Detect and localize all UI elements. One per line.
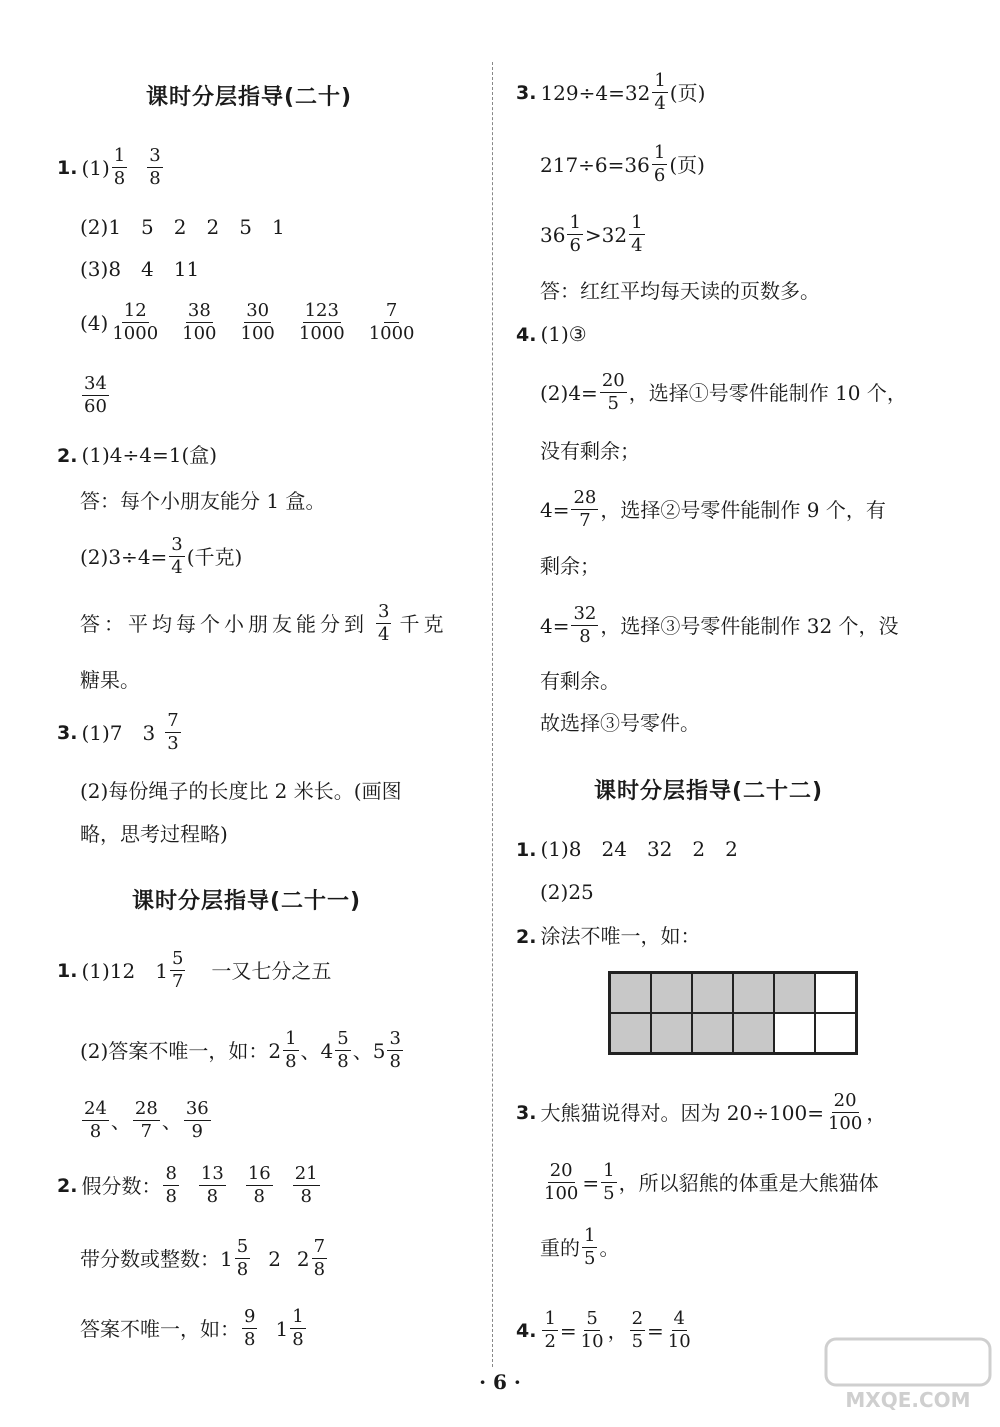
page-number: · 6 · (479, 1370, 521, 1394)
l22-q1-part2: (2)25 (540, 880, 594, 904)
equals: = (647, 1318, 664, 1343)
integer: 2 (268, 1246, 281, 1271)
fraction: $\frac{3}{4}$ (378, 601, 390, 645)
label: 答案不唯一，如： (80, 1316, 240, 1341)
l22-q4-line1 (516, 1310, 695, 1351)
l20-q2-answer2 (80, 603, 447, 644)
r-q4-part2-cont: 没有剩余； (540, 439, 640, 463)
fraction: $\frac{5}{7}$ (171, 948, 184, 992)
l20-q1-part4 (80, 302, 419, 343)
l22-q3-line3 (540, 1227, 619, 1268)
label: 带分数或整数： (80, 1246, 220, 1271)
l20-q2-answer1: 答：每个小朋友能分 1 盒。 (80, 489, 326, 513)
fraction: $\frac{1}{8}$ (292, 1306, 304, 1350)
grid-cell-empty (815, 1013, 856, 1053)
fraction: $\frac{1}{8}$ (285, 1028, 297, 1072)
separator: 、 (300, 1038, 321, 1063)
expression: (2)4= (540, 380, 598, 405)
l22-q3-line2 (540, 1157, 879, 1203)
l22-q2-line1 (516, 924, 700, 949)
lesson-21-title: 课时分层指导(二十一) (132, 889, 362, 914)
explanation: ，选择②号零件能制作 9 个，有 (600, 497, 886, 522)
fraction: $\frac{32}{8}$ (573, 603, 597, 647)
fraction: $\frac{28}{7}$ (134, 1098, 158, 1142)
l20-q2-answer2-cont: 糖果。 (80, 668, 140, 692)
question-number: 2. (57, 1174, 78, 1197)
expression: (1)4÷4=1(盒) (81, 443, 218, 467)
explanation: ，选择①号零件能制作 10 个， (628, 380, 907, 405)
fraction: $\frac{123}{1000}$ (298, 300, 345, 344)
r-q4-line2 (540, 489, 886, 530)
column-divider (492, 62, 493, 1367)
word-form: 一又七分之五 (211, 958, 332, 983)
fraction: $\frac{21}{8}$ (294, 1163, 318, 1207)
question-number: 1. (57, 156, 78, 179)
whole-part: 1 (220, 1246, 233, 1271)
fraction: $\frac{1}{8}$ (113, 145, 126, 189)
r-q3-line1 (516, 72, 705, 113)
grid-cell-shaded (651, 1013, 692, 1053)
l21-q2-line3 (80, 1308, 308, 1349)
part-label: (4) (80, 310, 109, 335)
l21-q2-line2 (80, 1238, 329, 1279)
expression: 129÷4=32 (540, 80, 651, 105)
watermark-logo (822, 1335, 994, 1415)
fraction: $\frac{7}{3}$ (167, 710, 179, 754)
fraction: $\frac{20}{100}$ (544, 1160, 579, 1204)
expression: (1)③ (540, 322, 587, 346)
fraction: $\frac{34}{60}$ (84, 373, 107, 417)
l20-q3-line1 (57, 712, 183, 753)
unit: (千克) (186, 544, 243, 569)
whole-part: 4 (320, 1038, 334, 1063)
explanation: 涂法不唯一，如： (540, 924, 701, 948)
grid-cell-shaded (733, 973, 774, 1013)
fraction: $\frac{12}{1000}$ (112, 300, 159, 344)
fraction: $\frac{16}{8}$ (247, 1163, 271, 1207)
separator: 、 (352, 1038, 373, 1063)
fraction: $\frac{38}{100}$ (182, 300, 217, 344)
fraction: $\frac{28}{7}$ (573, 487, 597, 531)
expression: (1)8 24 32 2 2 (540, 837, 738, 861)
r-q3-line3 (540, 214, 647, 255)
fraction: $\frac{24}{8}$ (84, 1098, 107, 1142)
whole-part: 5 (372, 1038, 386, 1063)
question-number: 3. (57, 721, 78, 744)
grid-cell-shaded (774, 973, 815, 1013)
fraction: $\frac{5}{8}$ (337, 1028, 349, 1072)
fraction: $\frac{1}{5}$ (603, 1160, 615, 1204)
shading-grid (608, 971, 858, 1055)
unit: (页) (669, 80, 706, 105)
fraction: $\frac{7}{1000}$ (368, 300, 415, 344)
fraction: $\frac{2}{5}$ (631, 1308, 644, 1352)
r-q3-answer: 答：红红平均每天读的页数多。 (540, 279, 820, 303)
question-number: 4. (516, 324, 537, 346)
watermark-text: MXQE.COM (845, 1388, 971, 1412)
fraction: $\frac{3}{8}$ (149, 145, 161, 189)
separator: 、 (110, 1108, 131, 1133)
fraction: $\frac{1}{2}$ (544, 1308, 556, 1352)
question-number: 2. (57, 445, 78, 467)
comparison: >32 (584, 222, 628, 247)
l21-q1-part2 (80, 1030, 405, 1071)
question-number: 2. (516, 926, 537, 948)
fraction: $\frac{13}{8}$ (200, 1163, 224, 1207)
question-number: 3. (516, 81, 537, 104)
lesson-22-title: 课时分层指导(二十二) (594, 779, 824, 804)
fraction: $\frac{20}{100}$ (827, 1090, 863, 1134)
fraction: $\frac{3}{4}$ (171, 534, 183, 578)
explanation: 重的 (540, 1235, 580, 1260)
fraction: $\frac{8}{8}$ (165, 1163, 177, 1207)
grid-cell-empty (815, 973, 856, 1013)
whole-part: 2 (296, 1246, 310, 1271)
part-label: (1) (81, 155, 110, 180)
explanation: ，选择③号零件能制作 32 个，没 (600, 613, 899, 638)
fraction: $\frac{1}{6}$ (653, 142, 666, 186)
l21-q1-line1 (57, 950, 331, 991)
l20-q1-part3: (3)8 4 11 (80, 257, 200, 281)
grid-cell-shaded (610, 1013, 651, 1053)
equals: = (559, 1318, 577, 1343)
lesson-20-title: 课时分层指导(二十) (146, 85, 353, 110)
r-q4-line2-cont: 剩余； (540, 554, 600, 578)
fraction: $\frac{1}{4}$ (654, 70, 666, 114)
equals: = (582, 1170, 600, 1195)
fraction: $\frac{30}{100}$ (240, 300, 275, 344)
grid-cell-empty (774, 1013, 815, 1053)
whole-part: 36 (540, 222, 566, 247)
l20-q3-part2: (2)每份绳子的长度比 2 米长。(画图 (80, 779, 402, 803)
l22-q1-part1 (516, 837, 738, 862)
expression: 217÷6=36 (540, 152, 650, 177)
r-q4-part2 (540, 372, 907, 413)
grid-cell-shaded (651, 973, 692, 1013)
l20-q1-line1 (57, 147, 165, 188)
l20-q2-part2 (80, 536, 242, 577)
separator: 、 (161, 1108, 182, 1133)
grid-cell-shaded (610, 973, 651, 1013)
answer-text: 千克 (399, 611, 448, 636)
explanation: 大熊猫说得对。因为 20÷100= (540, 1100, 824, 1125)
l20-q3-part2-cont: 略，思考过程略) (80, 822, 228, 846)
expression: (1)7 3 (81, 720, 156, 745)
fraction: $\frac{9}{8}$ (244, 1306, 256, 1350)
fraction: $\frac{4}{10}$ (667, 1308, 691, 1352)
whole-part: 1 (275, 1316, 289, 1341)
fraction: $\frac{20}{5}$ (601, 370, 625, 414)
grid-cell-shaded (692, 1013, 733, 1053)
fraction: $\frac{5}{10}$ (580, 1308, 604, 1352)
question-number: 3. (516, 1101, 537, 1124)
question-number: 4. (516, 1319, 537, 1342)
fraction: $\frac{1}{4}$ (631, 212, 643, 256)
expression: (2)3÷4= (80, 544, 168, 569)
expression: 4= (540, 497, 570, 522)
unit: (页) (669, 152, 705, 177)
expression: (1)12 1 (81, 958, 168, 983)
question-number: 1. (516, 839, 537, 861)
r-q4-line3 (540, 605, 899, 646)
punctuation: ， (866, 1100, 887, 1125)
grid-cell-shaded (692, 973, 733, 1013)
fraction: $\frac{1}{5}$ (584, 1225, 596, 1269)
fraction: $\frac{36}{9}$ (185, 1098, 209, 1142)
l20-q2-line1 (57, 443, 217, 468)
l20-q1-part2: (2)1 5 2 2 5 1 (80, 215, 285, 239)
label: 假分数： (81, 1173, 162, 1198)
expression: (2)答案不唯一，如： (80, 1038, 269, 1063)
r-q4-line3-cont: 有剩余。 (540, 669, 620, 693)
answer-text: 答：平均每个小朋友能分到 (80, 611, 368, 636)
r-q4-conclusion: 故选择③号零件。 (540, 711, 700, 735)
whole-part: 2 (268, 1038, 282, 1063)
l21-q2-line1 (57, 1165, 322, 1206)
punctuation: 。 (599, 1235, 620, 1260)
expression: 4= (540, 613, 570, 638)
fraction: $\frac{7}{8}$ (313, 1236, 326, 1280)
fraction: $\frac{3}{8}$ (389, 1028, 401, 1072)
l20-q1-part4-extra (80, 375, 111, 416)
explanation: ，所以貂熊的体重是大熊猫体 (618, 1170, 879, 1195)
grid-cell-shaded (733, 1013, 774, 1053)
r-q3-line2 (540, 144, 705, 185)
question-number: 1. (57, 959, 78, 982)
l21-q1-part3 (80, 1095, 213, 1141)
separator: ， (607, 1318, 628, 1343)
r-q4-part1 (516, 322, 587, 347)
fraction: $\frac{1}{6}$ (569, 212, 581, 256)
l22-q3-line1 (516, 1092, 886, 1133)
fraction: $\frac{5}{8}$ (236, 1236, 249, 1280)
